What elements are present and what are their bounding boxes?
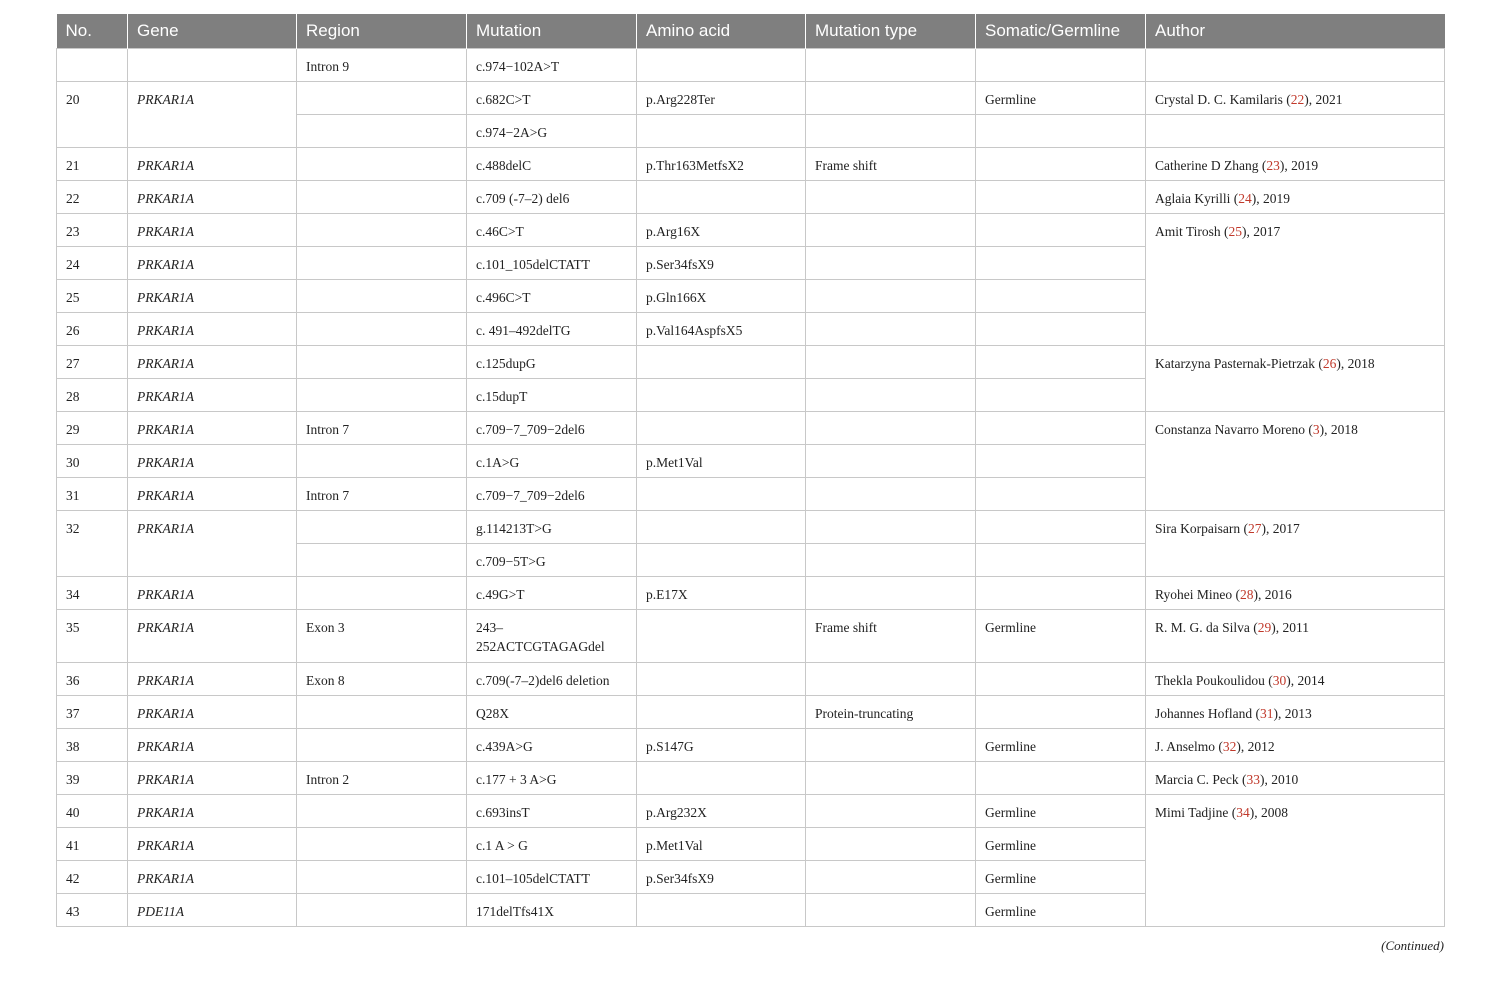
cell-gene: PRKAR1A xyxy=(128,82,297,148)
cell-region xyxy=(297,729,467,762)
table-row xyxy=(57,577,1445,610)
cell-somatic-germline: Germline xyxy=(976,861,1146,894)
cell-somatic-germline: Germline xyxy=(976,610,1146,663)
cell-mutation-type xyxy=(806,379,976,412)
cell-mutation-type xyxy=(806,280,976,313)
cell-amino-acid xyxy=(637,379,806,412)
author-name: Amit Tirosh ( xyxy=(1155,224,1229,239)
cell-mutation: g.114213T>G xyxy=(467,511,637,544)
cell-author xyxy=(1146,49,1445,82)
cell-no: 28 xyxy=(57,379,128,412)
cell-amino-acid: p.Arg232X xyxy=(637,795,806,828)
cell-no: 38 xyxy=(57,729,128,762)
reference-link[interactable]: 32 xyxy=(1222,739,1237,754)
cell-somatic-germline xyxy=(976,478,1146,511)
cell-somatic-germline xyxy=(976,544,1146,577)
cell-amino-acid: p.Ser34fsX9 xyxy=(637,247,806,280)
reference-link[interactable]: 33 xyxy=(1246,772,1260,787)
cell-somatic-germline: Germline xyxy=(976,795,1146,828)
cell-mutation-type xyxy=(806,346,976,379)
cell-region xyxy=(297,82,467,115)
cell-somatic-germline xyxy=(976,313,1146,346)
table-row xyxy=(57,82,1445,115)
cell-author xyxy=(1146,696,1445,729)
cell-gene: PDE11A xyxy=(128,894,297,927)
cell-no: 20 xyxy=(57,82,128,148)
cell-gene xyxy=(128,49,297,82)
cell-region xyxy=(297,214,467,247)
reference-link[interactable]: 34 xyxy=(1236,805,1250,820)
cell-region xyxy=(297,828,467,861)
cell-author xyxy=(1146,115,1445,148)
cell-mutation-type xyxy=(806,181,976,214)
cell-mutation-type xyxy=(806,445,976,478)
cell-gene: PRKAR1A xyxy=(128,379,297,412)
cell-gene: PRKAR1A xyxy=(128,577,297,610)
header-gene: Gene xyxy=(128,14,297,49)
header-mutation: Mutation xyxy=(467,14,637,49)
cell-amino-acid: p.Met1Val xyxy=(637,828,806,861)
cell-author xyxy=(1146,214,1445,346)
cell-region xyxy=(297,544,467,577)
cell-somatic-germline: Germline xyxy=(976,82,1146,115)
author-name: Thekla Poukoulidou ( xyxy=(1155,673,1273,688)
cell-mutation-type xyxy=(806,115,976,148)
author-year: ), 2021 xyxy=(1304,92,1343,107)
table-row xyxy=(57,214,1445,247)
cell-mutation-type: Frame shift xyxy=(806,148,976,181)
reference-link[interactable]: 30 xyxy=(1272,673,1287,688)
author-year: ), 2011 xyxy=(1271,620,1309,635)
author-name: Sira Korpaisarn ( xyxy=(1155,521,1248,536)
cell-gene: PRKAR1A xyxy=(128,181,297,214)
cell-somatic-germline xyxy=(976,115,1146,148)
cell-amino-acid xyxy=(637,412,806,445)
table-row xyxy=(57,795,1445,828)
cell-mutation: Q28X xyxy=(467,696,637,729)
cell-somatic-germline: Germline xyxy=(976,894,1146,927)
mutation-line: 252ACTCGTAGAGdel xyxy=(476,639,605,654)
cell-mutation-type xyxy=(806,577,976,610)
cell-somatic-germline: Germline xyxy=(976,828,1146,861)
cell-region xyxy=(297,346,467,379)
cell-amino-acid xyxy=(637,544,806,577)
cell-region: Intron 7 xyxy=(297,478,467,511)
cell-mutation: c.709−7_709−2del6 xyxy=(467,478,637,511)
cell-no: 37 xyxy=(57,696,128,729)
cell-no: 39 xyxy=(57,762,128,795)
cell-gene: PRKAR1A xyxy=(128,511,297,577)
author-name: Constanza Navarro Moreno ( xyxy=(1155,422,1313,437)
cell-no: 42 xyxy=(57,861,128,894)
cell-gene: PRKAR1A xyxy=(128,346,297,379)
author-name: Mimi Tadjine ( xyxy=(1155,805,1237,820)
cell-somatic-germline xyxy=(976,663,1146,696)
cell-region xyxy=(297,445,467,478)
cell-somatic-germline xyxy=(976,280,1146,313)
cell-region xyxy=(297,795,467,828)
cell-mutation: c.709(-7–2)del6 deletion xyxy=(467,663,637,696)
cell-mutation-type xyxy=(806,795,976,828)
table-row xyxy=(57,49,1445,82)
cell-mutation: c.709−7_709−2del6 xyxy=(467,412,637,445)
author-name: Catherine D Zhang ( xyxy=(1155,158,1267,173)
cell-mutation: c.101_105delCTATT xyxy=(467,247,637,280)
continued-label: (Continued) xyxy=(1381,938,1444,953)
cell-mutation-type xyxy=(806,762,976,795)
reference-link[interactable]: 24 xyxy=(1238,191,1252,206)
cell-gene: PRKAR1A xyxy=(128,412,297,445)
cell-author xyxy=(1146,610,1445,663)
table-row xyxy=(57,412,1445,445)
cell-gene: PRKAR1A xyxy=(128,861,297,894)
cell-somatic-germline: Germline xyxy=(976,729,1146,762)
author-year: ), 2013 xyxy=(1273,706,1312,721)
cell-gene: PRKAR1A xyxy=(128,610,297,663)
cell-mutation: c.682C>T xyxy=(467,82,637,115)
cell-region xyxy=(297,511,467,544)
cell-gene: PRKAR1A xyxy=(128,795,297,828)
author-year: ), 2010 xyxy=(1259,772,1299,787)
cell-author xyxy=(1146,82,1445,115)
author-name: Ryohei Mineo ( xyxy=(1155,587,1240,602)
cell-amino-acid xyxy=(637,49,806,82)
cell-mutation-type: Protein-truncating xyxy=(806,696,976,729)
header-author: Author xyxy=(1146,14,1445,49)
cell-no: 34 xyxy=(57,577,128,610)
cell-region xyxy=(297,696,467,729)
cell-somatic-germline xyxy=(976,49,1146,82)
cell-amino-acid: p.Arg16X xyxy=(637,214,806,247)
cell-amino-acid xyxy=(637,115,806,148)
author-year: ), 2012 xyxy=(1236,739,1275,754)
cell-author xyxy=(1146,663,1445,696)
author-name: J. Anselmo ( xyxy=(1155,739,1223,754)
author-year: ), 2016 xyxy=(1253,587,1292,602)
cell-no: 36 xyxy=(57,663,128,696)
cell-mutation-type xyxy=(806,313,976,346)
author-name: R. M. G. da Silva ( xyxy=(1155,620,1258,635)
cell-mutation xyxy=(467,610,637,663)
cell-mutation-type xyxy=(806,729,976,762)
cell-amino-acid: p.E17X xyxy=(637,577,806,610)
cell-no: 29 xyxy=(57,412,128,445)
author-name: Aglaia Kyrilli ( xyxy=(1155,191,1239,206)
cell-mutation: c.709−5T>G xyxy=(467,544,637,577)
cell-mutation-type xyxy=(806,49,976,82)
cell-gene: PRKAR1A xyxy=(128,828,297,861)
cell-author xyxy=(1146,511,1445,577)
table-row xyxy=(57,696,1445,729)
header-row xyxy=(57,14,1445,49)
cell-somatic-germline xyxy=(976,762,1146,795)
cell-region xyxy=(297,247,467,280)
cell-mutation-type xyxy=(806,894,976,927)
cell-somatic-germline xyxy=(976,379,1146,412)
cell-mutation-type xyxy=(806,412,976,445)
cell-author xyxy=(1146,762,1445,795)
cell-gene: PRKAR1A xyxy=(128,313,297,346)
table-row xyxy=(57,663,1445,696)
author-year: ), 2017 xyxy=(1242,224,1281,239)
cell-amino-acid xyxy=(637,762,806,795)
cell-mutation: c.439A>G xyxy=(467,729,637,762)
cell-author xyxy=(1146,795,1445,927)
cell-region: Intron 2 xyxy=(297,762,467,795)
cell-no: 26 xyxy=(57,313,128,346)
header-region: Region xyxy=(297,14,467,49)
cell-mutation: c.15dupT xyxy=(467,379,637,412)
author-name: Crystal D. C. Kamilaris ( xyxy=(1155,92,1291,107)
cell-region xyxy=(297,894,467,927)
cell-author xyxy=(1146,346,1445,412)
cell-no: 24 xyxy=(57,247,128,280)
cell-amino-acid: p.Ser34fsX9 xyxy=(637,861,806,894)
cell-region xyxy=(297,181,467,214)
reference-link[interactable]: 29 xyxy=(1257,620,1272,635)
cell-mutation-type xyxy=(806,247,976,280)
author-name: Johannes Hofland ( xyxy=(1155,706,1260,721)
cell-author xyxy=(1146,181,1445,214)
cell-gene: PRKAR1A xyxy=(128,729,297,762)
reference-link[interactable]: 31 xyxy=(1259,706,1274,721)
cell-amino-acid xyxy=(637,346,806,379)
cell-somatic-germline xyxy=(976,412,1146,445)
cell-mutation-type xyxy=(806,82,976,115)
cell-somatic-germline xyxy=(976,346,1146,379)
table-row xyxy=(57,511,1445,544)
cell-mutation-type xyxy=(806,214,976,247)
header-somatic-germline: Somatic/Germline xyxy=(976,14,1146,49)
author-name: Marcia C. Peck ( xyxy=(1155,772,1247,787)
cell-mutation: c.101–105delCTATT xyxy=(467,861,637,894)
cell-mutation: 171delTfs41X xyxy=(467,894,637,927)
cell-amino-acid xyxy=(637,181,806,214)
cell-mutation: c.49G>T xyxy=(467,577,637,610)
cell-region: Intron 9 xyxy=(297,49,467,82)
cell-somatic-germline xyxy=(976,214,1146,247)
cell-mutation-type xyxy=(806,544,976,577)
author-year: ), 2019 xyxy=(1279,158,1319,173)
author-name: Katarzyna Pasternak-Pietrzak ( xyxy=(1155,356,1323,371)
cell-no: 35 xyxy=(57,610,128,663)
table-row xyxy=(57,610,1445,663)
cell-amino-acid: p.Val164AspfsX5 xyxy=(637,313,806,346)
cell-somatic-germline xyxy=(976,247,1146,280)
reference-link[interactable]: 26 xyxy=(1322,356,1337,371)
cell-region xyxy=(297,280,467,313)
cell-no: 23 xyxy=(57,214,128,247)
cell-author xyxy=(1146,577,1445,610)
cell-somatic-germline xyxy=(976,148,1146,181)
reference-link[interactable]: 22 xyxy=(1290,92,1305,107)
header-mutation-type: Mutation type xyxy=(806,14,976,49)
cell-region xyxy=(297,148,467,181)
author-year: ), 2008 xyxy=(1249,805,1289,820)
cell-region xyxy=(297,115,467,148)
table-row xyxy=(57,346,1445,379)
reference-link[interactable]: 23 xyxy=(1266,158,1280,173)
cell-region: Exon 8 xyxy=(297,663,467,696)
mutation-line: 243– xyxy=(476,620,503,635)
cell-amino-acid xyxy=(637,511,806,544)
table-row xyxy=(57,148,1445,181)
cell-no: 30 xyxy=(57,445,128,478)
cell-somatic-germline xyxy=(976,445,1146,478)
cell-mutation: c.46C>T xyxy=(467,214,637,247)
cell-mutation: c.1 A > G xyxy=(467,828,637,861)
cell-gene: PRKAR1A xyxy=(128,280,297,313)
table-row xyxy=(57,181,1445,214)
cell-mutation-type xyxy=(806,861,976,894)
cell-somatic-germline xyxy=(976,181,1146,214)
cell-amino-acid xyxy=(637,696,806,729)
cell-mutation-type xyxy=(806,511,976,544)
cell-no: 27 xyxy=(57,346,128,379)
cell-amino-acid: p.Thr163MetfsX2 xyxy=(637,148,806,181)
cell-gene: PRKAR1A xyxy=(128,762,297,795)
reference-link[interactable]: 3 xyxy=(1312,422,1320,437)
cell-no: 31 xyxy=(57,478,128,511)
cell-gene: PRKAR1A xyxy=(128,247,297,280)
cell-mutation: c.974−2A>G xyxy=(467,115,637,148)
cell-mutation-type xyxy=(806,828,976,861)
cell-mutation: c. 491–492delTG xyxy=(467,313,637,346)
header-no: No. xyxy=(57,14,128,49)
cell-mutation-type: Frame shift xyxy=(806,610,976,663)
cell-amino-acid: p.Gln166X xyxy=(637,280,806,313)
reference-link[interactable]: 28 xyxy=(1239,587,1254,602)
cell-gene: PRKAR1A xyxy=(128,214,297,247)
cell-mutation: c.1A>G xyxy=(467,445,637,478)
cell-gene: PRKAR1A xyxy=(128,478,297,511)
cell-mutation: c.488delC xyxy=(467,148,637,181)
author-year: ), 2018 xyxy=(1319,422,1358,437)
cell-no: 32 xyxy=(57,511,128,577)
cell-amino-acid xyxy=(637,894,806,927)
mutation-table xyxy=(56,14,1445,927)
cell-somatic-germline xyxy=(976,696,1146,729)
cell-gene: PRKAR1A xyxy=(128,445,297,478)
cell-somatic-germline xyxy=(976,577,1146,610)
author-year: ), 2018 xyxy=(1336,356,1375,371)
cell-amino-acid: p.Met1Val xyxy=(637,445,806,478)
cell-no: 40 xyxy=(57,795,128,828)
header-amino-acid: Amino acid xyxy=(637,14,806,49)
cell-amino-acid xyxy=(637,663,806,696)
cell-mutation-type xyxy=(806,478,976,511)
cell-no: 22 xyxy=(57,181,128,214)
mutation-table-container xyxy=(56,14,1444,927)
cell-region xyxy=(297,577,467,610)
cell-amino-acid xyxy=(637,478,806,511)
cell-gene: PRKAR1A xyxy=(128,148,297,181)
cell-somatic-germline xyxy=(976,511,1146,544)
cell-author xyxy=(1146,148,1445,181)
cell-mutation: c.125dupG xyxy=(467,346,637,379)
author-year: ), 2019 xyxy=(1251,191,1290,206)
cell-mutation: c.693insT xyxy=(467,795,637,828)
table-row xyxy=(57,762,1445,795)
cell-author xyxy=(1146,729,1445,762)
reference-link[interactable]: 25 xyxy=(1228,224,1243,239)
cell-region: Intron 7 xyxy=(297,412,467,445)
cell-no: 25 xyxy=(57,280,128,313)
cell-region xyxy=(297,379,467,412)
cell-mutation: c.974−102A>T xyxy=(467,49,637,82)
author-year: ), 2017 xyxy=(1261,521,1300,536)
cell-amino-acid: p.Arg228Ter xyxy=(637,82,806,115)
cell-gene: PRKAR1A xyxy=(128,696,297,729)
cell-region: Exon 3 xyxy=(297,610,467,663)
cell-author xyxy=(1146,412,1445,511)
cell-no: 43 xyxy=(57,894,128,927)
cell-amino-acid xyxy=(637,610,806,663)
cell-no: 21 xyxy=(57,148,128,181)
cell-mutation: c.496C>T xyxy=(467,280,637,313)
cell-mutation-type xyxy=(806,663,976,696)
reference-link[interactable]: 27 xyxy=(1247,521,1262,536)
cell-mutation: c.709 (-7–2) del6 xyxy=(467,181,637,214)
cell-no: 41 xyxy=(57,828,128,861)
cell-mutation: c.177 + 3 A>G xyxy=(467,762,637,795)
cell-amino-acid: p.S147G xyxy=(637,729,806,762)
cell-region xyxy=(297,861,467,894)
cell-no xyxy=(57,49,128,82)
table-row xyxy=(57,729,1445,762)
author-year: ), 2014 xyxy=(1286,673,1325,688)
cell-gene: PRKAR1A xyxy=(128,663,297,696)
cell-region xyxy=(297,313,467,346)
